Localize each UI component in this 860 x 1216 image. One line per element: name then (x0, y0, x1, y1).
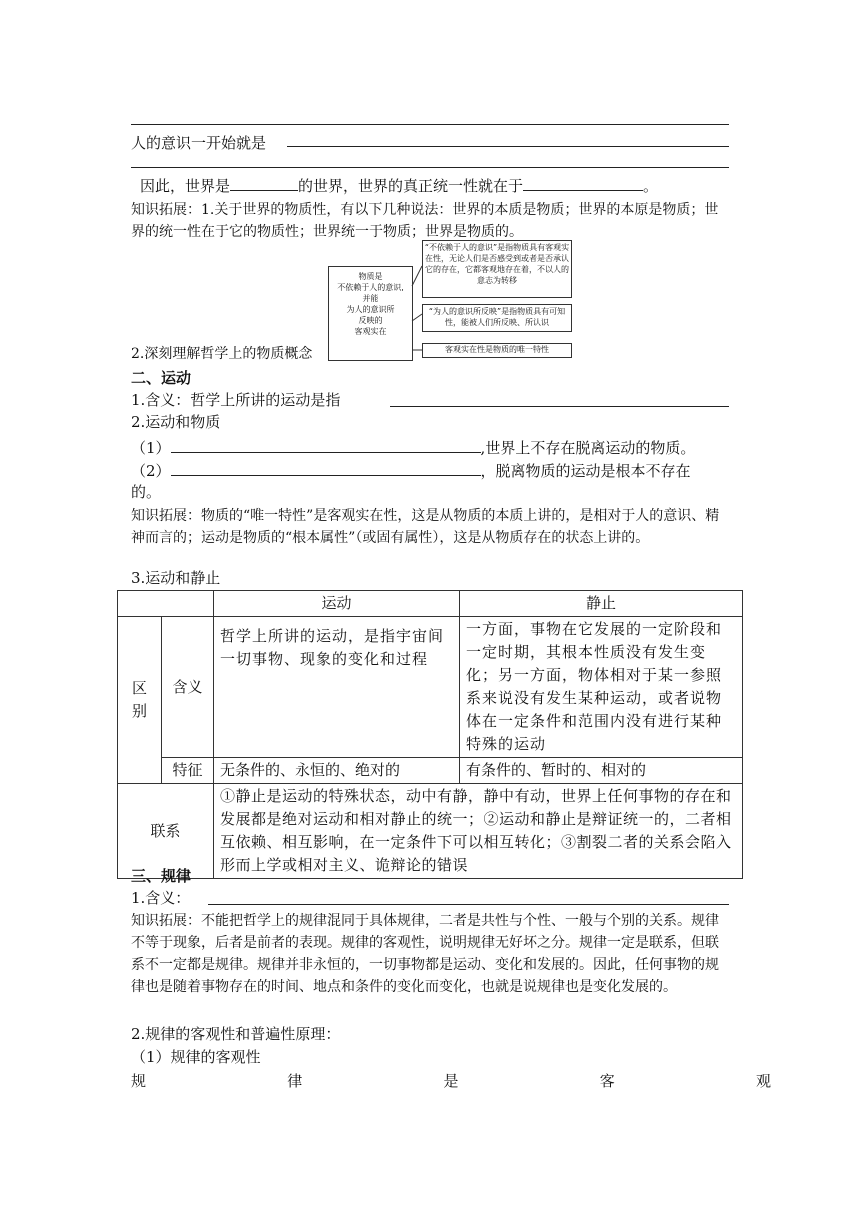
world-blank-1 (230, 174, 298, 191)
motion-rest-title: 3.运动和静止 (131, 569, 221, 587)
motion-matter-point-2-wrap: 的。 (131, 483, 162, 501)
rest-meaning-cell: 一方面，事物在它发展的一定阶段和一定时期，其根本性质没有发生变化；另一方面，物体相对于某一参照系来说没有发生某种运动，或者说物体在一定条件和范围内没有进行某种特殊的运动 (460, 617, 743, 758)
law-principle-title: 2.规律的客观性和普遍性原理： (131, 1025, 341, 1043)
header-rest: 静止 (460, 591, 743, 617)
link-cell: ①静止是运动的特殊状态，动中有静，静中有动，世界上任何事物的存在和发展都是绝对运动和相对静止的统一；②运动和静止是辩证统一的，二者相互依赖、相互影响，在一定条件下可以相互转化；③割裂二者的关系会陷入形而上学或相对主义、诡辩论的错误 (214, 784, 743, 879)
diagram-box-unique: 客观实在性是物质的唯一特性 (422, 343, 572, 358)
motion-feature-cell: 无条件的、永恒的、绝对的 (214, 758, 460, 784)
law-objectivity-line: 规 律 是 客 观 (131, 1072, 771, 1090)
section-motion-heading: 二、运动 (131, 369, 192, 387)
matter-concept-diagram (328, 236, 574, 359)
point-1-blank (171, 436, 481, 453)
consciousness-label: 人的意识一开始就是 (131, 134, 267, 152)
item-matter-concept: 2.深刻理解哲学上的物质概念 (131, 346, 313, 362)
table-row-meaning (118, 617, 743, 758)
rest-feature-cell: 有条件的、暂时的、相对的 (460, 758, 743, 784)
knowledge-extension-1: 知识拓展：1.关于世界的物质性，有以下几种说法：世界的本质是物质；世界的本原是物质；世界的统一性在于它的物质性；世界统一于物质；世界是物质的。 (131, 202, 719, 240)
table-row-feature (118, 758, 743, 784)
knowledge-extension-2: 知识拓展：物质的“唯一特性”是客观实在性，这是从物质的本质上讲的，是相对于人的意识、精神而言的；运动是物质的“根本属性”（或固有属性），这是从物质存在的状态上讲的。 (131, 508, 720, 546)
motion-matter-point-1: （1） ,世界上不存在脱离运动的物质。 (131, 436, 695, 458)
row-meaning-label: 含义 (162, 617, 214, 758)
law-objectivity-title: （1）规律的客观性 (131, 1048, 261, 1066)
world-unity-line: 因此，世界是 的世界，世界的真正统一性就在于 。 (140, 174, 658, 196)
row-feature-label: 特征 (162, 758, 214, 784)
motion-definition-blank (390, 406, 729, 407)
knowledge-extension-3: 知识拓展：不能把哲学上的规律混同于具体规律，二者是共性与个性、一般与个别的关系。规律不等于现象，后者是前者的表现。规律的客观性，说明规律无好坏之分。规律一定是联系，但联系不一定都是规律。规律并非永恒的，一切事物都是运动、变化和发展的。因此，任何事物的规律也是随着事物存在的时间、地点和条件的变化而变化，也就是说规律也是变化发展的。 (131, 913, 719, 995)
diagram-box-knowable: “为人的意识所反映”是指物质具有可知性，能被人们所反映、所认识 (422, 304, 572, 332)
row-difference-label: 区别 (118, 617, 162, 784)
answer-rule (131, 167, 729, 168)
motion-definition: 1.含义：哲学上所讲的运动是指 (131, 391, 341, 409)
motion-meaning-cell: 哲学上所讲的运动，是指宇宙间一切事物、现象的变化和过程 (214, 617, 460, 758)
law-definition: 1.含义： (131, 889, 191, 907)
motion-rest-table (117, 590, 743, 879)
header-motion: 运动 (214, 591, 460, 617)
consciousness-blank (287, 146, 729, 147)
table-row-link (118, 784, 743, 879)
diagram-box-objective: “不依赖于人的意识”是指物质具有客观实在性，无论人们是否感受到或者是否承认它的存在，它都客观地存在着，不以人的意志为转移 (422, 240, 572, 298)
point-2-blank (171, 459, 481, 476)
motion-matter-point-2: （2） ，脱离物质的运动是根本不存在 (131, 459, 691, 481)
section-law-heading: 三、规律 (131, 867, 192, 885)
diagram-left-box: 物质是 不依赖于人的意识, 并能 为人的意识所 反映的 客观实在 (328, 266, 413, 361)
motion-matter-title: 2.运动和物质 (131, 413, 221, 431)
top-rule (131, 124, 729, 125)
row-link-label: 联系 (118, 784, 214, 879)
world-blank-2 (523, 174, 643, 191)
law-definition-blank (208, 904, 729, 905)
consciousness-line (131, 133, 266, 153)
table-header-row (118, 591, 743, 617)
